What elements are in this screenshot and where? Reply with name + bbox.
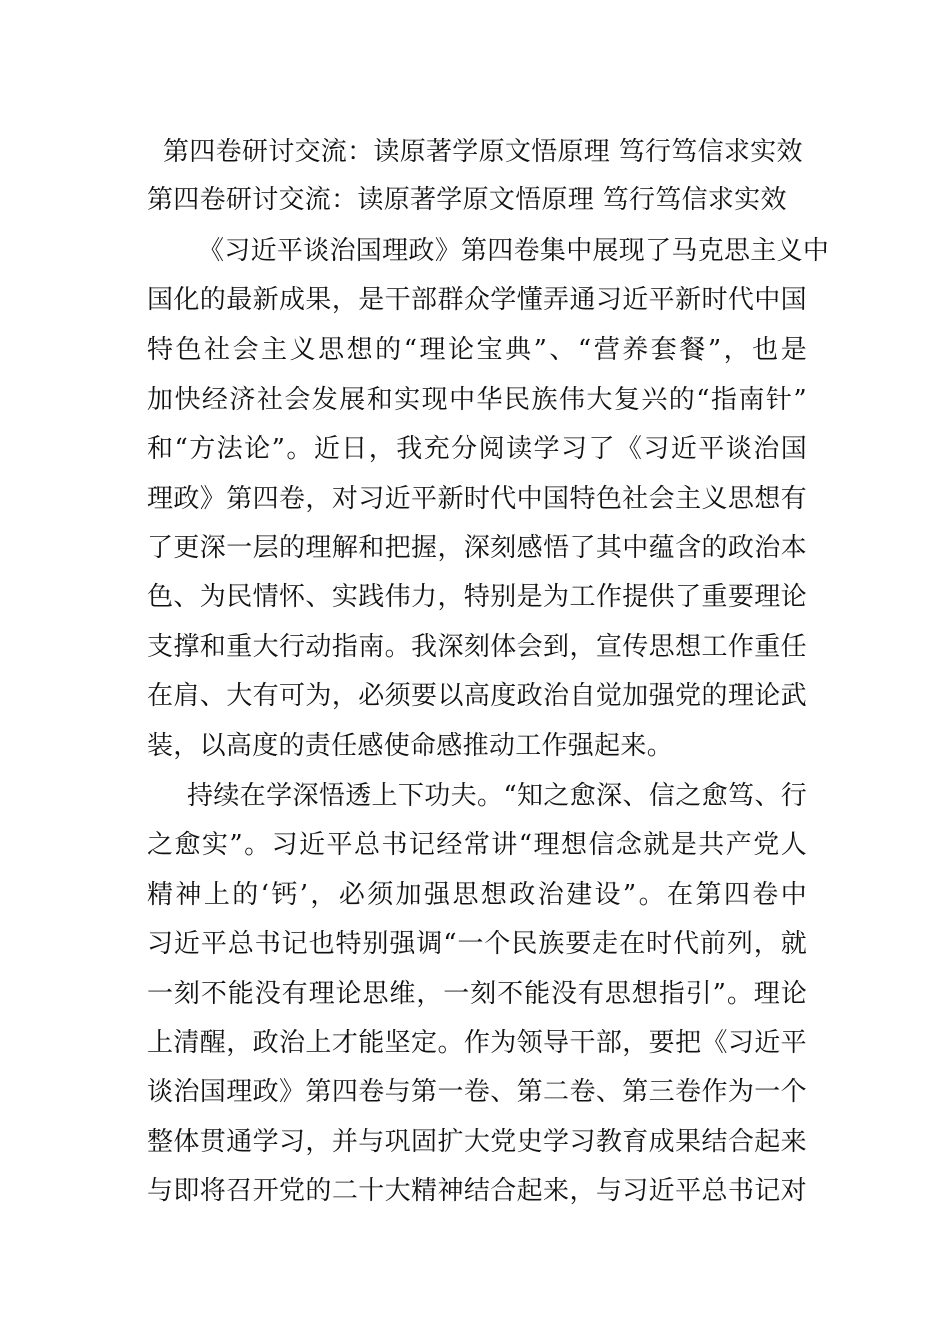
paragraph-1-line: 理政》第四卷，对习近平新时代中国特色社会主义思想有 bbox=[147, 484, 807, 514]
paragraph-1-line: 《习近平谈治国理政》第四卷集中展现了马克思主义中 bbox=[198, 236, 830, 266]
paragraph-2-line: 一刻不能没有理论思维，一刻不能没有思想指引”。理论 bbox=[147, 979, 807, 1009]
paragraph-1-line: 色、为民情怀、实践伟力，特别是为工作提供了重要理论 bbox=[147, 582, 807, 612]
paragraph-2-line: 精神上的‘钙’，必须加强思想政治建设”。在第四卷中 bbox=[147, 880, 807, 910]
paragraph-1-line: 装，以高度的责任感使命感推动工作强起来。 bbox=[147, 731, 674, 761]
paragraph-1-line: 了更深一层的理解和把握，深刻感悟了其中蕴含的政治本 bbox=[147, 533, 807, 563]
paragraph-1-line: 在肩、大有可为，必须要以高度政治自觉加强党的理论武 bbox=[147, 681, 807, 711]
paragraph-2-line: 习近平总书记也特别强调“一个民族要走在时代前列，就 bbox=[147, 929, 807, 959]
paragraph-2-line: 与即将召开党的二十大精神结合起来，与习近平总书记对 bbox=[147, 1176, 807, 1206]
paragraph-1-line: 和“方法论”。近日，我充分阅读学习了《习近平谈治国 bbox=[147, 434, 807, 464]
paragraph-2-line: 上清醒，政治上才能坚定。作为领导干部，要把《习近平 bbox=[147, 1028, 807, 1058]
paragraph-2-line: 持续在学深悟透上下功夫。“知之愈深、信之愈笃、行 bbox=[187, 781, 807, 811]
paragraph-2-line: 之愈实”。习近平总书记经常讲“理想信念就是共产党人 bbox=[147, 830, 807, 860]
paragraph-1-line: 支撑和重大行动指南。我深刻体会到，宣传思想工作重任 bbox=[147, 632, 807, 662]
paragraph-1-line: 特色社会主义思想的“理论宝典”、“营养套餐”，也是 bbox=[147, 335, 807, 365]
paragraph-1-line: 加快经济社会发展和实现中华民族伟大复兴的“指南针” bbox=[147, 385, 807, 415]
paragraph-2-line: 谈治国理政》第四卷与第一卷、第二卷、第三卷作为一个 bbox=[147, 1077, 807, 1107]
document-title-repeat: 第四卷研讨交流：读原著学原文悟原理 笃行笃信求实效 bbox=[147, 185, 787, 215]
paragraph-2-line: 整体贯通学习，并与巩固扩大党史学习教育成果结合起来 bbox=[147, 1127, 807, 1157]
document-title: 第四卷研讨交流：读原著学原文悟原理 笃行笃信求实效 bbox=[163, 137, 803, 167]
paragraph-1-line: 国化的最新成果，是干部群众学懂弄通习近平新时代中国 bbox=[147, 285, 807, 315]
